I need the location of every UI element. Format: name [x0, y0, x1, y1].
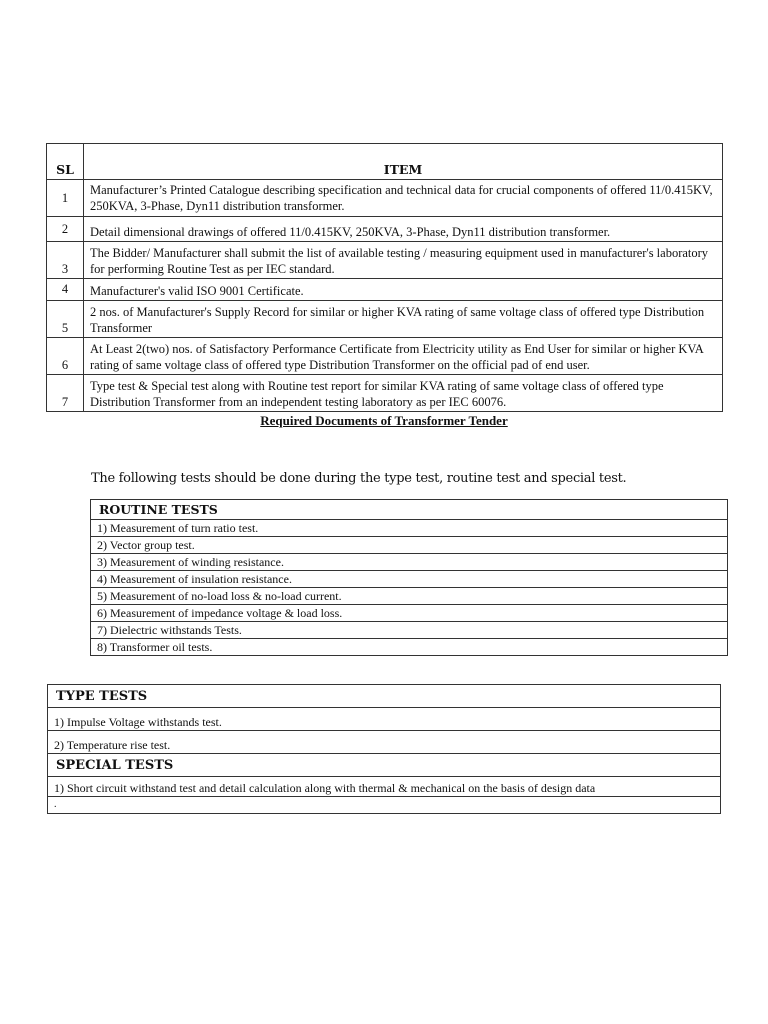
row-item: At Least 2(two) nos. of Satisfactory Performance Certificate from Electricity utility as End User for similar or higher KVA rating of same voltage class of offered type Distribution Transformer on the official pad of end user. [84, 338, 723, 375]
type-tests-heading: TYPE TESTS [48, 685, 721, 708]
table-row [47, 217, 723, 242]
row-item: Detail dimensional drawings of offered 11/0.415KV, 250KVA, 3-Phase, Dyn11 distribution transformer. [84, 217, 723, 242]
row-sl: 5 [47, 301, 84, 338]
row-item: The Bidder/ Manufacturer shall submit the list of available testing / measuring equipment used in manufacturer's laboratory for performing Routine Test as per IEC standard. [84, 242, 723, 279]
routine-tests-table [90, 499, 728, 656]
routine-test-item: 5) Measurement of no-load loss & no-load current. [91, 588, 728, 605]
item-header: ITEM [84, 144, 723, 180]
type-test-item: 1) Impulse Voltage withstands test. [48, 708, 721, 731]
table-row [47, 180, 723, 217]
special-test-item: 1) Short circuit withstand test and detail calculation along with thermal & mechanical on the basis of design data [48, 777, 721, 797]
type-test-item: 2) Temperature rise test. [48, 731, 721, 754]
row-sl: 3 [47, 242, 84, 279]
row-sl: 7 [47, 375, 84, 412]
routine-test-item: 8) Transformer oil tests. [91, 639, 728, 656]
table-row [47, 242, 723, 279]
routine-test-item: 1) Measurement of turn ratio test. [91, 520, 728, 537]
row-sl: 1 [47, 180, 84, 217]
row-item: Manufacturer's valid ISO 9001 Certificate. [84, 279, 723, 301]
table-caption: Required Documents of Transformer Tender [260, 413, 508, 428]
table-header-row [47, 144, 723, 180]
table-row [47, 375, 723, 412]
routine-test-item: 6) Measurement of impedance voltage & load loss. [91, 605, 728, 622]
row-item: 2 nos. of Manufacturer's Supply Record for similar or higher KVA rating of same voltage class of offered type Distribution Transformer [84, 301, 723, 338]
routine-test-item: 4) Measurement of insulation resistance. [91, 571, 728, 588]
required-documents-table [46, 143, 723, 412]
row-sl: 6 [47, 338, 84, 375]
type-special-tests-table [47, 684, 721, 814]
routine-test-item: 7) Dielectric withstands Tests. [91, 622, 728, 639]
sl-header: SL [47, 144, 84, 180]
routine-test-item: 2) Vector group test. [91, 537, 728, 554]
row-sl: 4 [47, 279, 84, 301]
routine-test-item: 3) Measurement of winding resistance. [91, 554, 728, 571]
special-tests-heading: SPECIAL TESTS [48, 754, 721, 777]
table-row [47, 338, 723, 375]
intro-paragraph: The following tests should be done during the type test, routine test and special test. [91, 471, 627, 486]
special-test-trailing: . [48, 797, 721, 814]
row-sl: 2 [47, 217, 84, 242]
row-item: Type test & Special test along with Routine test report for similar KVA rating of same voltage class of offered type Distribution Transformer from an independent testing laboratory as per IEC 60076. [84, 375, 723, 412]
row-item: Manufacturer’s Printed Catalogue describing specification and technical data for crucial components of offered 11/0.415KV, 250KVA, 3-Phase, Dyn11 distribution transformer. [84, 180, 723, 217]
table-row [47, 301, 723, 338]
table-row [47, 279, 723, 301]
routine-tests-heading: ROUTINE TESTS [91, 500, 728, 520]
